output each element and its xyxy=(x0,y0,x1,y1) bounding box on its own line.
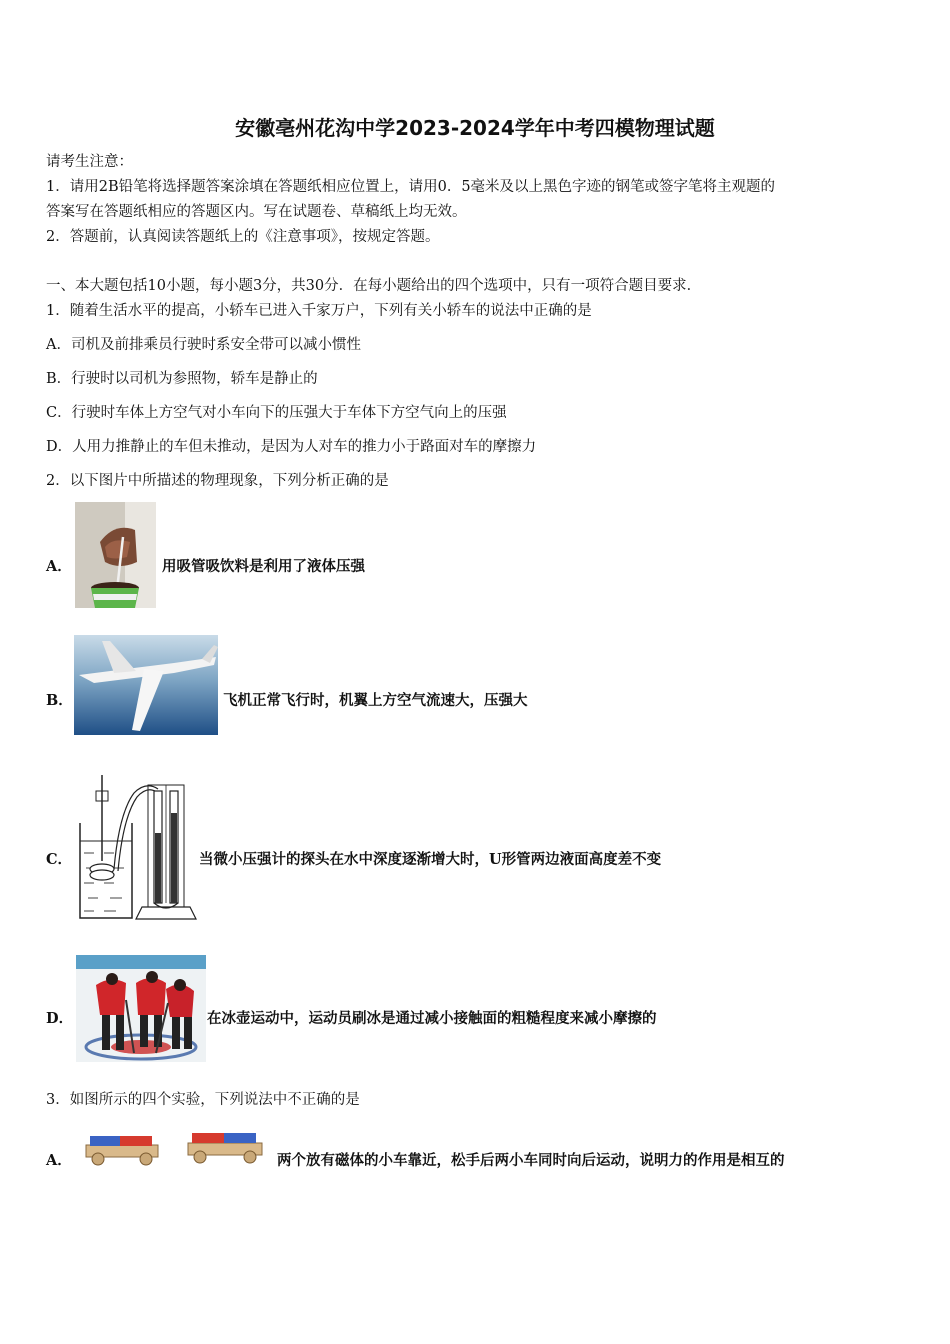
pressure-gauge-image xyxy=(74,773,199,923)
question-1-stem: 1．随着生活水平的提高，小轿车已进入千家万户，下列有关小轿车的说法中正确的是 xyxy=(46,303,592,319)
question-2-option-a-label: A． xyxy=(46,558,72,575)
pressure-gauge-diagram xyxy=(74,773,199,923)
question-3-option-a-text: 两个放有磁体的小车靠近，松手后两小车同时向后运动，说明力的作用是相互的 xyxy=(277,1152,785,1169)
question-2-option-d-text: 在冰壶运动中，运动员刷冰是通过减小接触面的粗糙程度来减小摩擦的 xyxy=(207,1010,657,1027)
question-1-option-b: B．行驶时以司机为参照物，轿车是静止的 xyxy=(46,371,318,387)
question-2-option-b-text: 飞机正常飞行时，机翼上方空气流速大，压强大 xyxy=(223,692,528,709)
question-2-option-c-text: 当微小压强计的探头在水中深度逐渐增大时，U形管两边液面高度差不变 xyxy=(199,851,662,868)
question-3-option-a-label: A． xyxy=(46,1152,72,1169)
notice-item1-line1: 1．请用2B铅笔将选择题答案涂填在答题纸相应位置上，请用0．5毫米及以上黑色字迹的钢笔或签字笔将主观题的 xyxy=(46,179,776,195)
curling-image xyxy=(76,955,206,1062)
notice-item1-line2: 答案写在答题纸相应的答题区内。写在试题卷、草稿纸上均无效。 xyxy=(46,204,467,220)
magnet-car-left xyxy=(84,1133,162,1167)
question-2-option-b-label: B． xyxy=(46,692,73,709)
straw-drink-image xyxy=(75,502,156,608)
question-2-option-d-label: D． xyxy=(46,1010,74,1027)
question-1-option-d: D．人用力推静止的车但未推动，是因为人对车的推力小于路面对车的摩擦力 xyxy=(46,439,537,455)
question-3-stem: 3．如图所示的四个实验，下列说法中不正确的是 xyxy=(46,1092,360,1108)
airplane-illustration xyxy=(74,635,218,735)
question-2-option-a-text: 用吸管吸饮料是利用了液体压强 xyxy=(162,558,365,575)
page-title: 安徽亳州花沟中学2023-2024学年中考四模物理试题 xyxy=(235,116,715,140)
magnet-car-right-image xyxy=(186,1129,266,1165)
magnet-car-left-image xyxy=(84,1133,162,1167)
question-1-option-c: C．行驶时车体上方空气对小车向下的压强大于车体下方空气向上的压强 xyxy=(46,405,507,421)
question-2-stem: 2．以下图片中所描述的物理现象，下列分析正确的是 xyxy=(46,473,389,489)
straw-drink-illustration xyxy=(75,502,156,608)
notice-heading: 请考生注意： xyxy=(46,154,133,170)
curling-illustration xyxy=(76,955,206,1062)
question-2-option-c-label: C． xyxy=(46,851,73,868)
magnet-car-right xyxy=(186,1129,266,1165)
section-heading: 一、本大题包括10小题，每小题3分，共30分．在每小题给出的四个选项中，只有一项符合题目要求． xyxy=(46,278,702,294)
notice-item2: 2．答题前，认真阅读答题纸上的《注意事项》，按规定答题。 xyxy=(46,229,440,245)
question-1-option-a: A．司机及前排乘员行驶时系安全带可以减小惯性 xyxy=(46,337,361,353)
airplane-image xyxy=(74,635,218,735)
